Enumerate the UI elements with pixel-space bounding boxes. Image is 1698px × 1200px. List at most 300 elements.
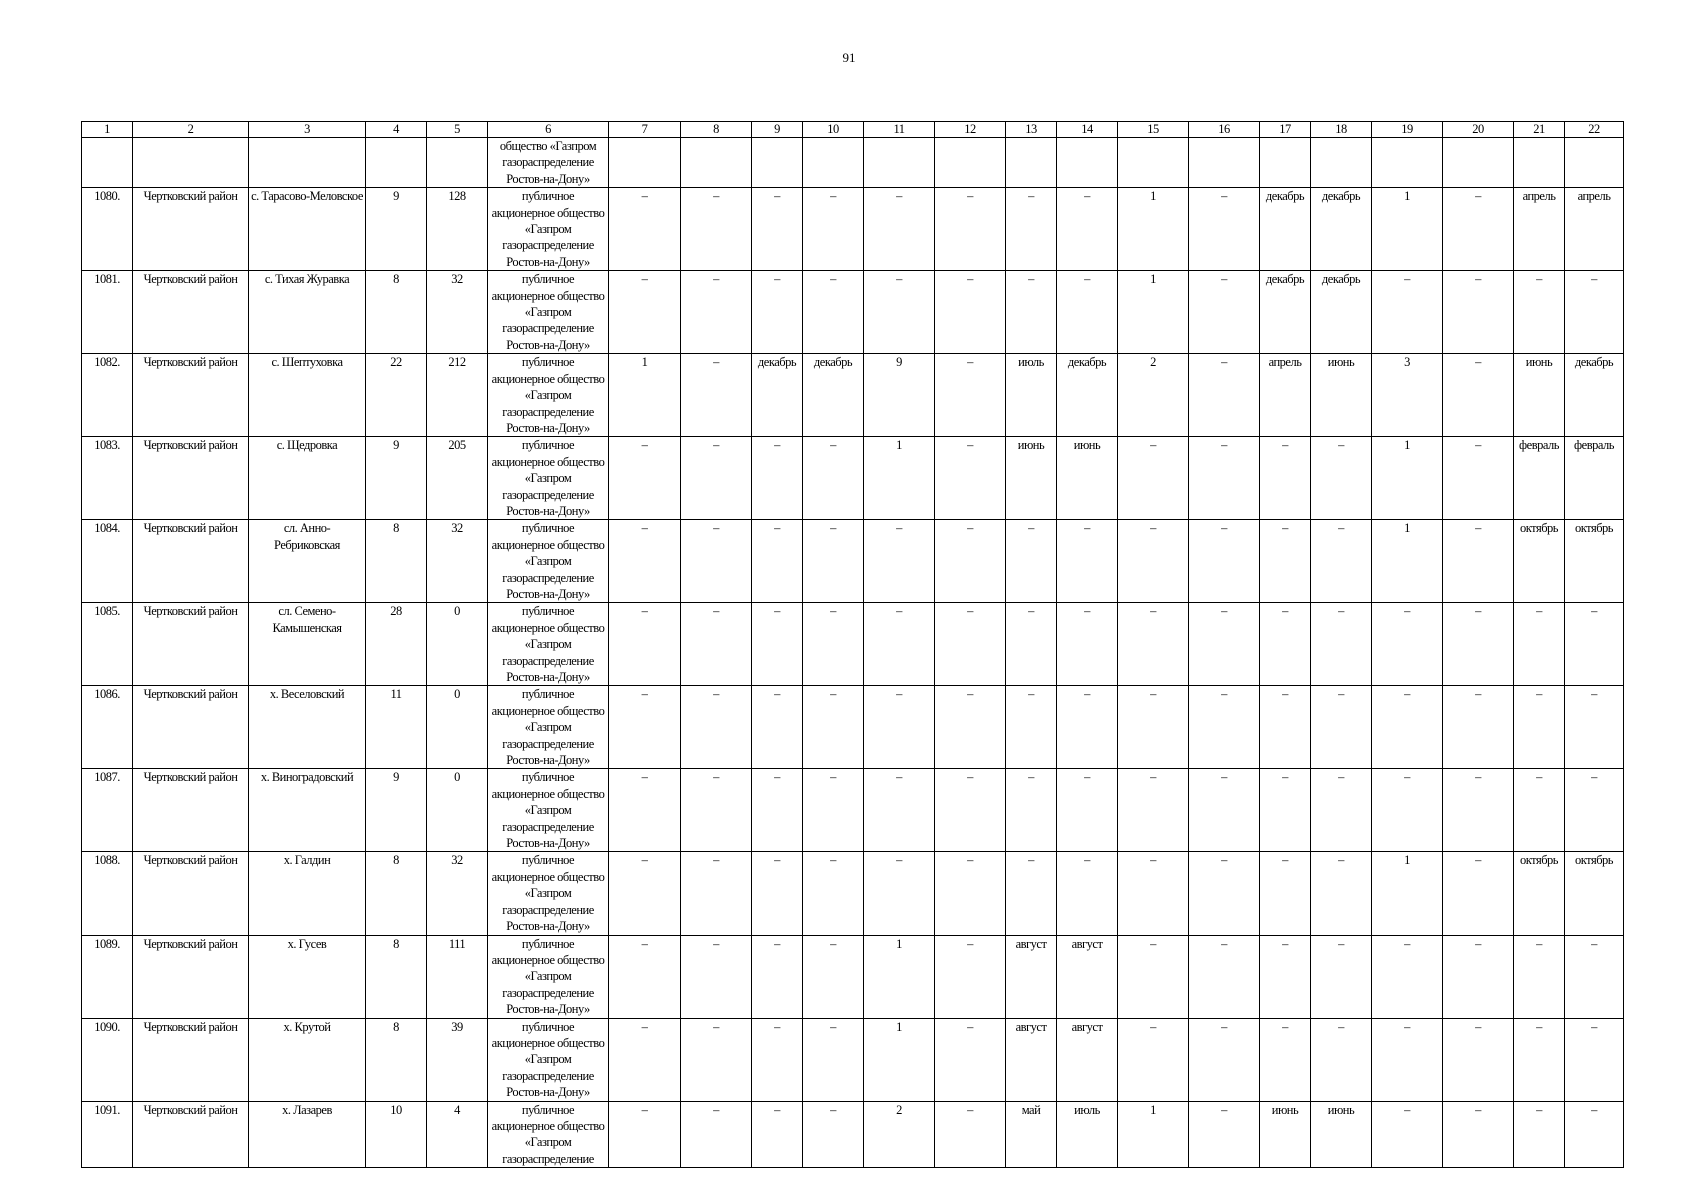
cell: 1 xyxy=(1372,188,1443,271)
column-header: 6 xyxy=(488,122,609,138)
cell: – xyxy=(752,769,803,852)
organization-cell: публичное акционерное общество «Газпром газораспределение Ростов-на-Дону» xyxy=(488,686,609,769)
cell: 11 xyxy=(366,686,427,769)
cell: декабрь xyxy=(752,354,803,437)
cell: – xyxy=(1260,520,1311,603)
cell: – xyxy=(1189,769,1260,852)
column-header: 21 xyxy=(1514,122,1565,138)
cell: – xyxy=(864,271,935,354)
cell: 1 xyxy=(1372,520,1443,603)
row-number-cell: 1086. xyxy=(82,686,133,769)
cell: – xyxy=(864,852,935,935)
cell: – xyxy=(1311,686,1372,769)
table-row xyxy=(82,188,1624,271)
row-number-cell: 1090. xyxy=(82,1018,133,1101)
cell: 1 xyxy=(1118,271,1189,354)
cell: – xyxy=(1189,188,1260,271)
cell: – xyxy=(1006,852,1057,935)
settlement-cell: х. Лазарев xyxy=(249,1101,366,1168)
table-row xyxy=(82,520,1624,603)
cell: – xyxy=(752,1018,803,1101)
cell: – xyxy=(1260,437,1311,520)
cell: – xyxy=(1443,603,1514,686)
cell: – xyxy=(1006,769,1057,852)
cell: – xyxy=(935,603,1006,686)
cell: – xyxy=(1565,271,1624,354)
cell: – xyxy=(1189,935,1260,1018)
cell: – xyxy=(1006,271,1057,354)
district-cell: Чертковский район xyxy=(133,686,249,769)
cell: – xyxy=(1260,935,1311,1018)
cell: – xyxy=(1057,769,1118,852)
cell: февраль xyxy=(1514,437,1565,520)
table-row xyxy=(82,769,1624,852)
cell: апрель xyxy=(1260,354,1311,437)
column-header: 17 xyxy=(1260,122,1311,138)
cell: июнь xyxy=(1311,1101,1372,1168)
column-header: 4 xyxy=(366,122,427,138)
cell: – xyxy=(935,271,1006,354)
organization-cell: публичное акционерное общество «Газпром газораспределение Ростов-на-Дону» xyxy=(488,769,609,852)
cell: 1 xyxy=(1372,852,1443,935)
cell: – xyxy=(1057,520,1118,603)
cell: – xyxy=(1443,520,1514,603)
cell: 0 xyxy=(427,603,488,686)
cell: – xyxy=(935,1101,1006,1168)
cell: май xyxy=(1006,1101,1057,1168)
cell: – xyxy=(1565,686,1624,769)
cell: 1 xyxy=(864,1018,935,1101)
cell: – xyxy=(803,935,864,1018)
cell: – xyxy=(1260,603,1311,686)
organization-cell: публичное акционерное общество «Газпром газораспределение Ростов-на-Дону» xyxy=(488,935,609,1018)
table-row xyxy=(82,852,1624,935)
data-table xyxy=(81,121,1624,1168)
cell: – xyxy=(803,1101,864,1168)
cell: декабрь xyxy=(1260,271,1311,354)
cell: – xyxy=(681,354,752,437)
cell: – xyxy=(1311,1018,1372,1101)
cell: июнь xyxy=(1057,437,1118,520)
cell: 4 xyxy=(427,1101,488,1168)
cell: – xyxy=(1118,935,1189,1018)
organization-cell: публичное акционерное общество «Газпром газораспределение Ростов-на-Дону» xyxy=(488,603,609,686)
district-cell: Чертковский район xyxy=(133,437,249,520)
cell: – xyxy=(1514,1018,1565,1101)
settlement-cell: х. Крутой xyxy=(249,1018,366,1101)
cell: – xyxy=(1118,686,1189,769)
continued-org-cell: общество «Газпром газораспределение Ростов-на-Дону» xyxy=(488,138,609,188)
cell: – xyxy=(752,852,803,935)
cell: – xyxy=(1443,852,1514,935)
cell: октябрь xyxy=(1565,520,1624,603)
cell: 1 xyxy=(1118,1101,1189,1168)
cell: – xyxy=(1565,1018,1624,1101)
cell: декабрь xyxy=(1311,188,1372,271)
cell: – xyxy=(935,437,1006,520)
cell: 2 xyxy=(1118,354,1189,437)
cell: 1 xyxy=(864,935,935,1018)
cell: – xyxy=(1514,935,1565,1018)
column-header: 15 xyxy=(1118,122,1189,138)
cell: 32 xyxy=(427,271,488,354)
cell: – xyxy=(609,686,681,769)
cell: – xyxy=(681,188,752,271)
column-header: 19 xyxy=(1372,122,1443,138)
cell: – xyxy=(681,271,752,354)
cell: – xyxy=(1514,271,1565,354)
table-row xyxy=(82,437,1624,520)
table-row xyxy=(82,271,1624,354)
cell: – xyxy=(1514,769,1565,852)
table-row xyxy=(82,935,1624,1018)
cell: 39 xyxy=(427,1018,488,1101)
column-header: 11 xyxy=(864,122,935,138)
table-row xyxy=(82,354,1624,437)
row-number-cell: 1087. xyxy=(82,769,133,852)
column-header: 1 xyxy=(82,122,133,138)
cell: 8 xyxy=(366,520,427,603)
cell: – xyxy=(1260,852,1311,935)
cell: – xyxy=(1057,271,1118,354)
cell: апрель xyxy=(1514,188,1565,271)
district-cell: Чертковский район xyxy=(133,852,249,935)
organization-cell: публичное акционерное общество «Газпром газораспределение Ростов-на-Дону» xyxy=(488,354,609,437)
cell: – xyxy=(1006,603,1057,686)
cell: – xyxy=(803,769,864,852)
cell: 2 xyxy=(864,1101,935,1168)
cell: 8 xyxy=(366,1018,427,1101)
cell: 1 xyxy=(609,354,681,437)
cell: – xyxy=(1006,686,1057,769)
cell: – xyxy=(681,520,752,603)
cell: – xyxy=(803,1018,864,1101)
cell: – xyxy=(1057,188,1118,271)
cell: июнь xyxy=(1260,1101,1311,1168)
cell: 32 xyxy=(427,852,488,935)
settlement-cell: с. Щедровка xyxy=(249,437,366,520)
table-row xyxy=(82,603,1624,686)
cell: – xyxy=(935,1018,1006,1101)
cell: 3 xyxy=(1372,354,1443,437)
cell: 32 xyxy=(427,520,488,603)
column-header: 14 xyxy=(1057,122,1118,138)
cell: – xyxy=(1514,603,1565,686)
row-number-cell: 1080. xyxy=(82,188,133,271)
cell: 212 xyxy=(427,354,488,437)
cell: – xyxy=(803,437,864,520)
cell: 9 xyxy=(366,769,427,852)
cell: июнь xyxy=(1006,437,1057,520)
cell: 0 xyxy=(427,686,488,769)
cell: – xyxy=(1565,935,1624,1018)
cell: – xyxy=(1057,852,1118,935)
cell: – xyxy=(1443,1101,1514,1168)
cell: – xyxy=(609,603,681,686)
cell: – xyxy=(803,271,864,354)
district-cell: Чертковский район xyxy=(133,271,249,354)
cell: октябрь xyxy=(1565,852,1624,935)
cell: – xyxy=(935,520,1006,603)
district-cell: Чертковский район xyxy=(133,354,249,437)
cell: 205 xyxy=(427,437,488,520)
cell: декабрь xyxy=(1311,271,1372,354)
cell: 8 xyxy=(366,271,427,354)
cell: – xyxy=(1189,437,1260,520)
cell: – xyxy=(1565,769,1624,852)
cell: – xyxy=(1118,852,1189,935)
cell: – xyxy=(1514,1101,1565,1168)
cell: – xyxy=(864,769,935,852)
settlement-cell: х. Галдин xyxy=(249,852,366,935)
cell: – xyxy=(681,769,752,852)
cell: – xyxy=(935,686,1006,769)
cell: 9 xyxy=(864,354,935,437)
district-cell: Чертковский район xyxy=(133,769,249,852)
cell: 22 xyxy=(366,354,427,437)
cell: – xyxy=(681,935,752,1018)
continued-row xyxy=(82,138,1624,188)
cell: – xyxy=(1189,271,1260,354)
cell: – xyxy=(1311,603,1372,686)
table-row xyxy=(82,1018,1624,1101)
cell: – xyxy=(752,1101,803,1168)
cell: – xyxy=(1372,1018,1443,1101)
cell: – xyxy=(1443,769,1514,852)
cell: – xyxy=(1443,935,1514,1018)
row-number-cell: 1083. xyxy=(82,437,133,520)
column-header: 7 xyxy=(609,122,681,138)
cell: 1 xyxy=(1118,188,1189,271)
cell: 0 xyxy=(427,769,488,852)
cell: – xyxy=(1372,271,1443,354)
cell: 111 xyxy=(427,935,488,1018)
settlement-cell: с. Шептуховка xyxy=(249,354,366,437)
cell: – xyxy=(1006,188,1057,271)
cell: август xyxy=(1057,935,1118,1018)
cell: – xyxy=(1189,603,1260,686)
cell: – xyxy=(681,1018,752,1101)
cell: – xyxy=(1311,769,1372,852)
cell: – xyxy=(864,603,935,686)
cell: – xyxy=(1006,520,1057,603)
cell: – xyxy=(681,852,752,935)
cell: – xyxy=(1311,437,1372,520)
organization-cell: публичное акционерное общество «Газпром газораспределение Ростов-на-Дону» xyxy=(488,1018,609,1101)
cell: – xyxy=(1118,437,1189,520)
cell: – xyxy=(1118,520,1189,603)
cell: – xyxy=(935,852,1006,935)
column-header: 20 xyxy=(1443,122,1514,138)
cell: – xyxy=(609,769,681,852)
cell: – xyxy=(1311,520,1372,603)
cell: – xyxy=(752,686,803,769)
cell: – xyxy=(681,686,752,769)
column-number-row xyxy=(82,122,1624,138)
cell: – xyxy=(935,188,1006,271)
cell: – xyxy=(1372,1101,1443,1168)
cell: – xyxy=(1189,1018,1260,1101)
cell: – xyxy=(752,271,803,354)
cell: – xyxy=(609,852,681,935)
cell: 28 xyxy=(366,603,427,686)
cell: июль xyxy=(1057,1101,1118,1168)
cell: – xyxy=(609,1101,681,1168)
district-cell: Чертковский район xyxy=(133,520,249,603)
column-header: 10 xyxy=(803,122,864,138)
cell: – xyxy=(803,686,864,769)
cell: – xyxy=(1565,603,1624,686)
district-cell: Чертковский район xyxy=(133,1018,249,1101)
cell: – xyxy=(609,520,681,603)
column-header: 3 xyxy=(249,122,366,138)
cell: – xyxy=(1189,354,1260,437)
cell: – xyxy=(1118,603,1189,686)
cell: – xyxy=(609,271,681,354)
column-header: 5 xyxy=(427,122,488,138)
cell: – xyxy=(803,520,864,603)
district-cell: Чертковский район xyxy=(133,935,249,1018)
cell: – xyxy=(1189,1101,1260,1168)
cell: – xyxy=(1189,852,1260,935)
cell: октябрь xyxy=(1514,520,1565,603)
cell: июль xyxy=(1006,354,1057,437)
cell: – xyxy=(864,686,935,769)
settlement-cell: х. Гусев xyxy=(249,935,366,1018)
cell: – xyxy=(803,188,864,271)
cell: – xyxy=(935,354,1006,437)
cell: – xyxy=(609,188,681,271)
cell: – xyxy=(1443,437,1514,520)
cell: декабрь xyxy=(803,354,864,437)
cell: – xyxy=(1372,603,1443,686)
cell: – xyxy=(1443,271,1514,354)
column-header: 16 xyxy=(1189,122,1260,138)
cell: декабрь xyxy=(1565,354,1624,437)
cell: август xyxy=(1006,935,1057,1018)
row-number-cell: 1089. xyxy=(82,935,133,1018)
cell: – xyxy=(1565,1101,1624,1168)
cell: – xyxy=(1189,520,1260,603)
cell: – xyxy=(1118,769,1189,852)
cell: – xyxy=(609,935,681,1018)
cell: декабрь xyxy=(1260,188,1311,271)
cell: – xyxy=(864,520,935,603)
row-number-cell: 1084. xyxy=(82,520,133,603)
cell: – xyxy=(752,437,803,520)
cell: август xyxy=(1006,1018,1057,1101)
organization-cell: публичное акционерное общество «Газпром газораспределение Ростов-на-Дону» xyxy=(488,188,609,271)
cell: – xyxy=(1372,769,1443,852)
column-header: 12 xyxy=(935,122,1006,138)
district-cell: Чертковский район xyxy=(133,603,249,686)
column-header: 8 xyxy=(681,122,752,138)
table-row xyxy=(82,686,1624,769)
settlement-cell: с. Тарасово-Меловское xyxy=(249,188,366,271)
cell: – xyxy=(1260,686,1311,769)
cell: 10 xyxy=(366,1101,427,1168)
cell: – xyxy=(1118,1018,1189,1101)
page-number: 91 xyxy=(842,50,856,65)
cell: – xyxy=(752,188,803,271)
organization-cell: публичное акционерное общество «Газпром газораспределение Ростов-на-Дону» xyxy=(488,271,609,354)
settlement-cell: сл. Семено-Камышенская xyxy=(249,603,366,686)
column-header: 18 xyxy=(1311,122,1372,138)
table-row xyxy=(82,1101,1624,1168)
cell: – xyxy=(1189,686,1260,769)
organization-cell: публичное акционерное общество «Газпром газораспределение Ростов-на-Дону» xyxy=(488,852,609,935)
cell: – xyxy=(1514,686,1565,769)
cell: – xyxy=(1057,686,1118,769)
cell: октябрь xyxy=(1514,852,1565,935)
cell: – xyxy=(1311,852,1372,935)
column-header: 2 xyxy=(133,122,249,138)
settlement-cell: х. Веселовский xyxy=(249,686,366,769)
cell: – xyxy=(681,437,752,520)
cell: 128 xyxy=(427,188,488,271)
cell: – xyxy=(1443,188,1514,271)
row-number-cell: 1085. xyxy=(82,603,133,686)
settlement-cell: сл. Анно-Ребриковская xyxy=(249,520,366,603)
cell: август xyxy=(1057,1018,1118,1101)
cell: 8 xyxy=(366,852,427,935)
cell: – xyxy=(681,1101,752,1168)
column-header: 13 xyxy=(1006,122,1057,138)
cell: – xyxy=(803,603,864,686)
cell: – xyxy=(803,852,864,935)
cell: – xyxy=(1443,686,1514,769)
cell: – xyxy=(935,935,1006,1018)
cell: – xyxy=(752,520,803,603)
cell: – xyxy=(1311,935,1372,1018)
cell: июнь xyxy=(1311,354,1372,437)
cell: – xyxy=(752,935,803,1018)
cell: – xyxy=(1443,354,1514,437)
cell: 8 xyxy=(366,935,427,1018)
cell: февраль xyxy=(1565,437,1624,520)
row-number-cell: 1088. xyxy=(82,852,133,935)
cell: 9 xyxy=(366,188,427,271)
organization-cell: публичное акционерное общество «Газпром газораспределение Ростов-на-Дону» xyxy=(488,437,609,520)
cell: 1 xyxy=(864,437,935,520)
district-cell: Чертковский район xyxy=(133,1101,249,1168)
organization-cell: публичное акционерное общество «Газпром газораспределение Ростов-на-Дону» xyxy=(488,520,609,603)
cell: – xyxy=(609,437,681,520)
row-number-cell: 1081. xyxy=(82,271,133,354)
cell: – xyxy=(935,769,1006,852)
cell: – xyxy=(1372,686,1443,769)
cell: – xyxy=(864,188,935,271)
cell: – xyxy=(1443,1018,1514,1101)
cell: – xyxy=(609,1018,681,1101)
settlement-cell: с. Тихая Журавка xyxy=(249,271,366,354)
cell: – xyxy=(1260,1018,1311,1101)
cell: – xyxy=(1372,935,1443,1018)
row-number-cell: 1091. xyxy=(82,1101,133,1168)
cell: 9 xyxy=(366,437,427,520)
organization-cell: публичное акционерное общество «Газпром газораспределение xyxy=(488,1101,609,1168)
cell: – xyxy=(752,603,803,686)
cell: – xyxy=(681,603,752,686)
settlement-cell: х. Виноградовский xyxy=(249,769,366,852)
column-header: 9 xyxy=(752,122,803,138)
column-header: 22 xyxy=(1565,122,1624,138)
cell: июнь xyxy=(1514,354,1565,437)
district-cell: Чертковский район xyxy=(133,188,249,271)
cell: апрель xyxy=(1565,188,1624,271)
cell: декабрь xyxy=(1057,354,1118,437)
cell: – xyxy=(1260,769,1311,852)
